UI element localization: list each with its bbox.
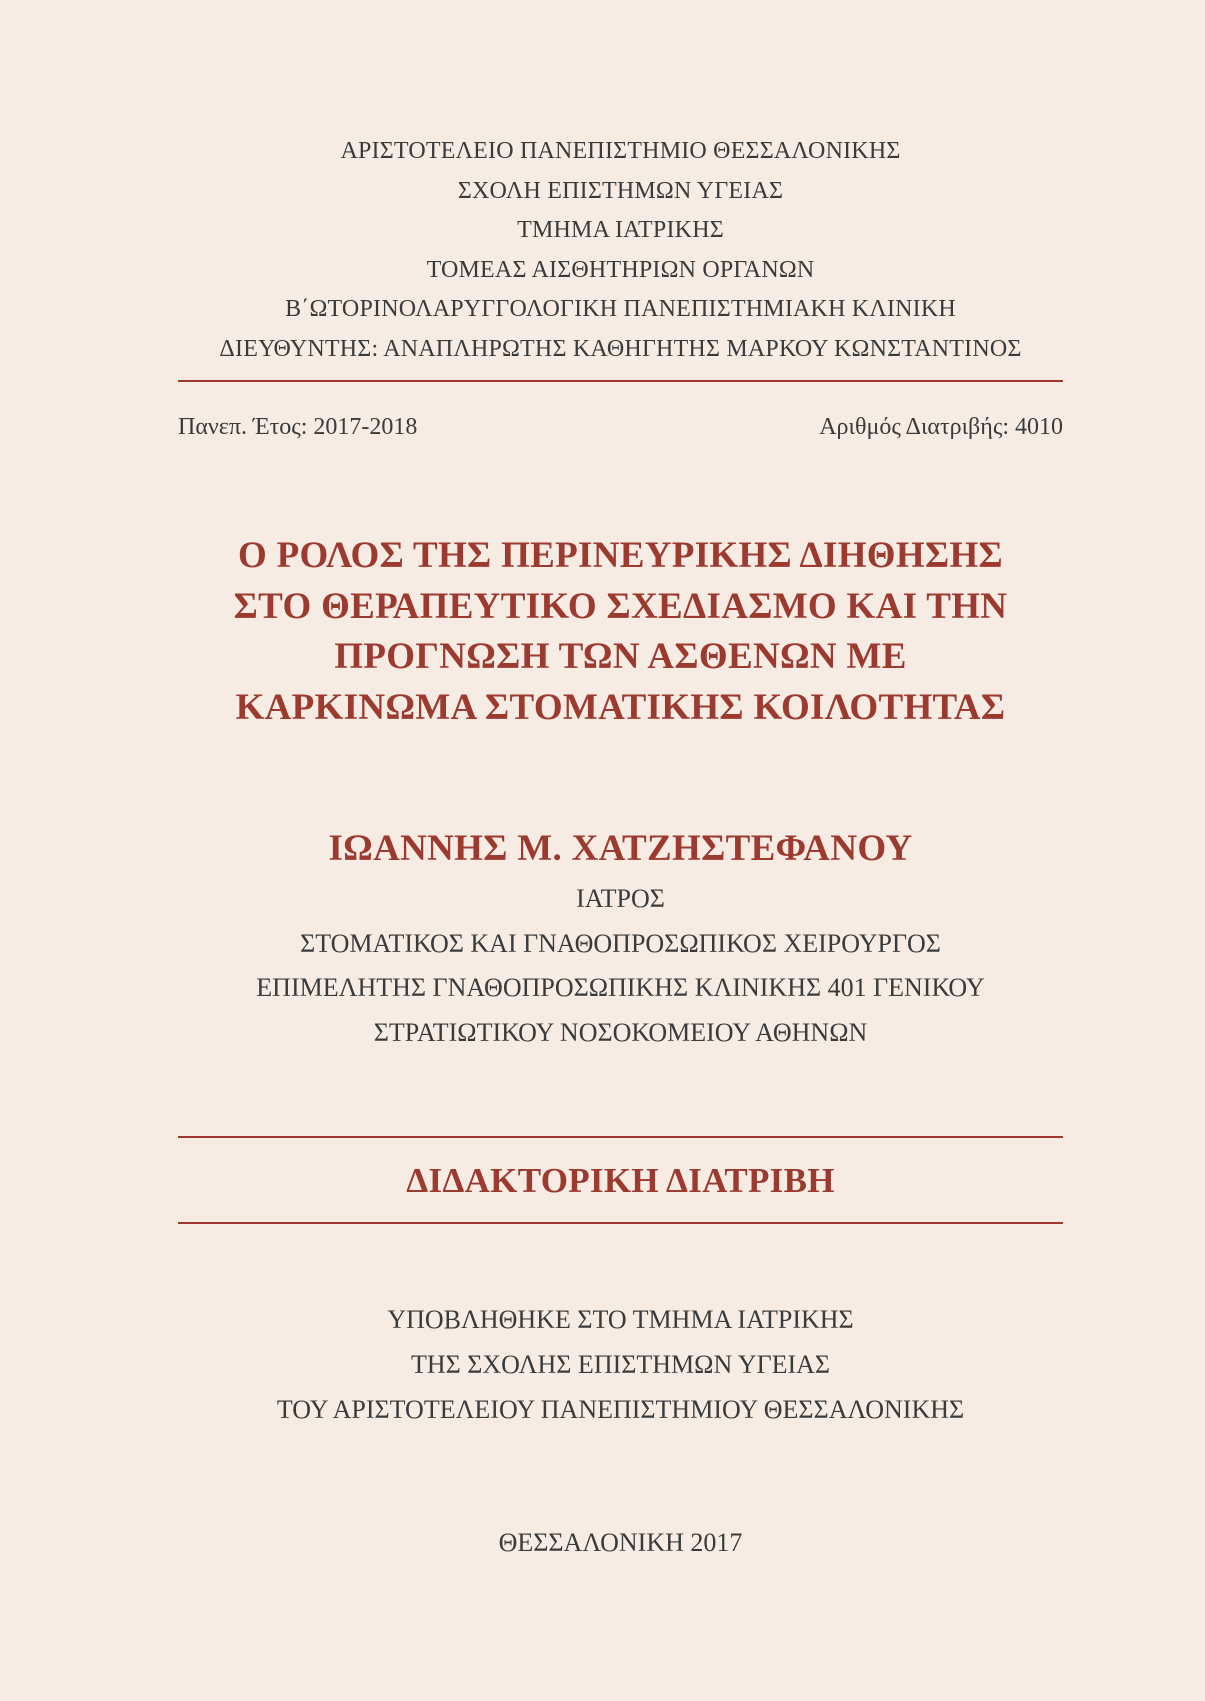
author-block	[178, 826, 1063, 872]
institution-line: ΑΡΙΣΤΟΤΕΛΕΙΟ ΠΑΝΕΠΙΣΤΗΜΙΟ ΘΕΣΣΑΛΟΝΙΚΗΣ	[340, 138, 901, 164]
author-name: ΙΩΑΝΝΗΣ Μ. ΧΑΤΖΗΣΤΕΦΑΝΟΥ	[328, 828, 913, 869]
title-line: ΣΤΟ ΘΕΡΑΠΕΥΤΙΚΟ ΣΧΕΔΙΑΣΜΟ ΚΑΙ ΤΗΝ	[233, 585, 1008, 627]
title-line: ΚΑΡΚΙΝΩΜΑ ΣΤΟΜΑΤΙΚΗΣ ΚΟΙΛΟΤΗΤΑΣ	[235, 686, 1006, 728]
credential-line: ΣΤΡΑΤΙΩΤΙΚΟΥ ΝΟΣΟΚΟΜΕΙΟΥ ΑΘΗΝΩΝ	[373, 1017, 868, 1047]
submission-line: ΤΗΣ ΣΧΟΛΗΣ ΕΠΙΣΤΗΜΩΝ ΥΓΕΙΑΣ	[410, 1350, 831, 1379]
institution-line: ΣΧΟΛΗ ΕΠΙΣΤΗΜΩΝ ΥΓΕΙΑΣ	[457, 177, 784, 204]
doctype-bottom-divider	[178, 1222, 1063, 1224]
institution-line: ΤΜΗΜΑ ΙΑΤΡΙΚΗΣ	[517, 217, 724, 243]
institution-line: ΔΙΕΥΘΥΝΤΗΣ: ΑΝΑΠΛΗΡΩΤΗΣ ΚΑΘΗΓΗΤΗΣ ΜΑΡΚΟΥ ΚΩΝΣΤΑΝΤΙΝΟΣ	[219, 335, 1022, 362]
doctype-top-divider	[178, 1136, 1063, 1138]
doctype-block	[178, 1159, 1063, 1203]
place-date: ΘΕΣΣΑΛΟΝΙΚΗ 2017	[498, 1528, 743, 1557]
title-line: ΠΡΟΓΝΩΣΗ ΤΩΝ ΑΣΘΕΝΩΝ ΜΕ	[334, 636, 907, 677]
document-type: ΔΙΔΑΚΤΟΡΙΚΗ ΔΙΑΤΡΙΒΗ	[406, 1161, 835, 1200]
header-divider	[178, 380, 1063, 382]
author-credentials	[178, 877, 1063, 1055]
title-line: Ο ΡΟΛΟΣ ΤΗΣ ΠΕΡΙΝΕΥΡΙΚΗΣ ΔΙΗΘΗΣΗΣ	[237, 535, 1004, 576]
credential-line: ΕΠΙΜΕΛΗΤΗΣ ΓΝΑΘΟΠΡΟΣΩΠΙΚΗΣ ΚΛΙΝΙΚΗΣ 401 ΓΕΝΙΚΟΥ	[256, 973, 985, 1002]
institution-line: Β΄ΩΤΟΡΙΝΟΛΑΡΥΓΓΟΛΟΓΙΚΗ ΠΑΝΕΠΙΣΤΗΜΙΑΚΗ ΚΛΙΝΙΚΗ	[285, 296, 956, 322]
submission-line: ΥΠΟΒΛΗΘΗΚΕ ΣΤΟ ΤΜΗΜΑ ΙΑΤΡΙΚΗΣ	[387, 1305, 854, 1334]
thesis-title	[178, 531, 1063, 733]
credential-line: ΙΑΤΡΟΣ	[576, 884, 665, 913]
institution-header	[178, 132, 1063, 369]
academic-year: Πανεπ. Έτος: 2017-2018	[178, 414, 418, 440]
place-date-block	[178, 1526, 1063, 1560]
submission-statement	[178, 1297, 1063, 1432]
thesis-number: Αριθμός Διατριβής: 4010	[819, 414, 1063, 440]
submission-line: ΤΟΥ ΑΡΙΣΤΟΤΕΛΕΙΟΥ ΠΑΝΕΠΙΣΤΗΜΙΟΥ ΘΕΣΣΑΛΟΝΙΚΗΣ	[276, 1395, 965, 1424]
institution-line: ΤΟΜΕΑΣ ΑΙΣΘΗΤΗΡΙΩΝ ΟΡΓΑΝΩΝ	[426, 256, 815, 283]
credential-line: ΣΤΟΜΑΤΙΚΟΣ ΚΑΙ ΓΝΑΘΟΠΡΟΣΩΠΙΚΟΣ ΧΕΙΡΟΥΡΓΟΣ	[300, 928, 941, 958]
